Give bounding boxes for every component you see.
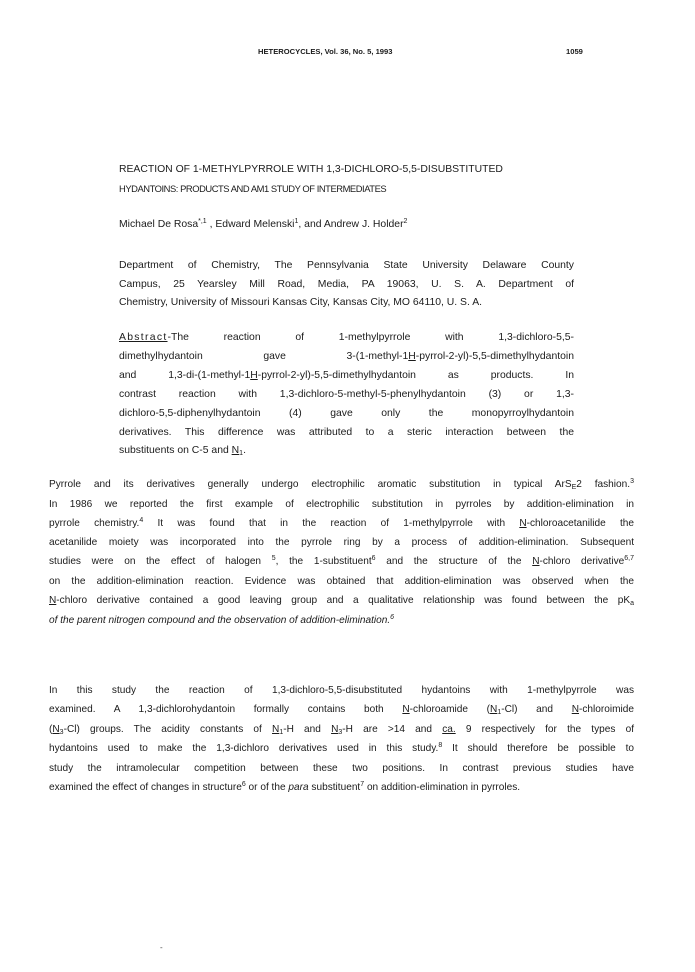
paragraph-line xyxy=(49,701,634,721)
paragraph-text: -chloro derivative xyxy=(539,556,625,568)
paragraph-text: ( xyxy=(49,723,53,735)
underlined-text: ca. xyxy=(442,723,456,735)
abstract-text: dimethylhydantoin gave 3-(1-methyl-1 xyxy=(119,350,409,362)
author-superscript: *,1 xyxy=(198,218,207,225)
abstract-underlined: N xyxy=(231,445,240,457)
reference-superscript: 4 xyxy=(139,516,144,524)
subscript: E xyxy=(571,484,577,491)
paragraph-text: -H and xyxy=(283,723,332,735)
underlined-text: N xyxy=(49,594,57,606)
reference-superscript: 6 xyxy=(390,613,395,621)
paragraph-text: studies were on the effect of halogen xyxy=(49,556,272,568)
paragraph-line xyxy=(49,721,634,741)
paragraph-text: -H are >14 and xyxy=(342,723,443,735)
abstract-underlined: H xyxy=(250,369,258,381)
paragraph-text: , the 1-substituent xyxy=(275,556,372,568)
underlined-text: N xyxy=(402,703,410,715)
author-name: Michael De Rosa xyxy=(119,219,199,230)
underlined-text: N xyxy=(532,556,540,568)
abstract-line: dichloro-5,5-diphenylhydantoin (4) gave only the monopyrroylhydantoin xyxy=(119,407,574,419)
paragraph-text: It was found that in the reaction of 1-methylpyrrole with xyxy=(143,517,520,529)
reference-superscript: 6 xyxy=(371,555,376,563)
body-paragraph-2 xyxy=(49,682,634,799)
affiliation-line: Campus, 25 Yearsley Mill Road, Media, PA 19063, U. S. A. Department of xyxy=(119,278,574,290)
abstract-line xyxy=(119,348,574,367)
reference-superscript: 6 xyxy=(241,780,246,788)
page-number: 1059 xyxy=(566,47,583,56)
paragraph-line: In 1986 we reported the first example of electrophilic substitution in pyrroles by addition-elimination in xyxy=(49,498,634,510)
paragraph-line xyxy=(49,612,634,632)
paragraph-line xyxy=(49,592,634,612)
paragraph-text: It should therefore be possible to xyxy=(442,743,634,755)
reference-superscript: 7 xyxy=(360,780,365,788)
reference-superscript: 5 xyxy=(271,555,276,563)
page-speck: - xyxy=(160,943,163,952)
underlined-text: N xyxy=(519,517,527,529)
paragraph-text: on addition-elimination in pyrroles. xyxy=(364,781,521,793)
paragraph-text: 2 fashion. xyxy=(576,479,631,490)
article-title xyxy=(119,160,589,198)
author-name: Edward Melenski xyxy=(215,219,295,230)
abstract-text: substituents on C-5 and xyxy=(119,445,232,457)
author-superscript: 1 xyxy=(294,218,299,225)
paragraph-line: acetanilide moiety was incorporated into the pyrrole ring by a process of addition-elimination. Subsequent xyxy=(49,537,634,549)
reference-superscript: 8 xyxy=(438,742,443,750)
underlined-text: N xyxy=(272,723,280,735)
abstract xyxy=(119,329,574,462)
title-line-2: HYDANTOINS: PRODUCTS AND AM1 STUDY OF INTERMEDIATES xyxy=(119,183,387,194)
subscript: 3 xyxy=(59,728,64,736)
body-paragraph-1 xyxy=(49,476,634,631)
paragraph-text: -chloro derivative contained a good leaving group and a qualitative relationship was found between the pK xyxy=(56,594,631,606)
paragraph-text: and the structure of the xyxy=(375,556,533,568)
underlined-text: N xyxy=(490,703,498,715)
abstract-text: and 1,3-di-(1-methyl-1 xyxy=(119,369,251,381)
paragraph-text: -Cl) groups. The acidity constants of xyxy=(63,723,273,735)
paragraph-line: In this study the reaction of 1,3-dichloro-5,5-disubstituted hydantoins with 1-methylpyrrole was xyxy=(49,685,634,696)
author-list xyxy=(119,219,407,230)
italic-text: para xyxy=(288,781,309,793)
paragraph-text: -Cl) and xyxy=(501,703,572,715)
abstract-text: . xyxy=(243,445,246,457)
affiliation xyxy=(119,257,574,313)
paragraph-line xyxy=(49,779,634,799)
subscript: 1 xyxy=(279,728,284,736)
abstract-text: -The reaction of 1-methylpyrrole with 1,3-dichloro-5,5- xyxy=(167,332,574,343)
subscript: a xyxy=(630,599,634,607)
paragraph-text: hydantoins used to make the 1,3-dichloro derivatives used in this study. xyxy=(49,743,439,755)
paragraph-text: Pyrrole and its derivatives generally undergo electrophilic aromatic substitution in typical ArS xyxy=(49,479,572,490)
paragraph-text: -chloroamide ( xyxy=(409,703,491,715)
paragraph-text: pyrrole chemistry. xyxy=(49,517,140,529)
paragraph-line: study the intramolecular competition between these two positions. In contrast previous studies have xyxy=(49,763,634,775)
paragraph-text: -chloroacetanilide the xyxy=(526,517,634,529)
paragraph-line xyxy=(49,740,634,760)
paragraph-text: examined. A 1,3-dichlorohydantoin formally contains both xyxy=(49,703,403,715)
underlined-text: N xyxy=(52,723,60,735)
paragraph-text: of the parent nitrogen compound and the observation of addition-elimination. xyxy=(49,614,391,626)
subscript: 1 xyxy=(497,708,502,716)
running-header xyxy=(0,47,695,61)
subscript: 3 xyxy=(338,728,343,736)
title-line-1: REACTION OF 1-METHYLPYRROLE WITH 1,3-DICHLORO-5,5-DISUBSTITUTED xyxy=(119,164,503,175)
underlined-text: N xyxy=(331,723,339,735)
paragraph-text: examined the effect of changes in structure xyxy=(49,781,242,793)
paragraph-line xyxy=(49,553,634,573)
abstract-line: contrast reaction with 1,3-dichloro-5-methyl-5-phenylhydantoin (3) or 1,3- xyxy=(119,388,574,400)
paragraph-line: on the addition-elimination reaction. Evidence was obtained that addition-elimination was observed when the xyxy=(49,575,634,587)
reference-superscript: 3 xyxy=(630,478,634,485)
paragraph-line xyxy=(49,515,634,535)
abstract-text: -pyrrol-2-yl)-5,5-dimethylhydantoin as products. In xyxy=(257,369,574,381)
author-superscript: 2 xyxy=(403,218,408,225)
paragraph-text: substituent xyxy=(308,781,361,793)
journal-citation: HETEROCYCLES, Vol. 36, No. 5, 1993 xyxy=(258,47,393,56)
abstract-line xyxy=(119,329,574,348)
abstract-text: -pyrrol-2-yl)-5,5-dimethylhydantoin xyxy=(415,350,574,362)
abstract-line xyxy=(119,367,574,386)
abstract-line: derivatives. This difference was attributed to a steric interaction between the xyxy=(119,426,574,438)
affiliation-line: Department of Chemistry, The Pennsylvania State University Delaware County xyxy=(119,260,574,271)
abstract-subscript: 1 xyxy=(239,450,244,458)
abstract-label: Abstract xyxy=(119,332,168,343)
abstract-underlined: H xyxy=(408,350,416,362)
paragraph-text: 9 respectively for the types of xyxy=(455,723,634,735)
paragraph-text: -chloroimide xyxy=(579,703,634,715)
abstract-line xyxy=(119,442,574,462)
underlined-text: N xyxy=(571,703,580,715)
paragraph-text: or of the xyxy=(245,781,289,793)
paragraph-line xyxy=(49,476,634,496)
author-separator: , xyxy=(206,219,216,230)
affiliation-line: Chemistry, University of Missouri Kansas City, Kansas City, MO 64110, U. S. A. xyxy=(119,297,483,309)
author-name: Andrew J. Holder xyxy=(323,219,404,230)
author-separator: , and xyxy=(298,219,324,230)
reference-superscript: 6,7 xyxy=(624,555,634,563)
